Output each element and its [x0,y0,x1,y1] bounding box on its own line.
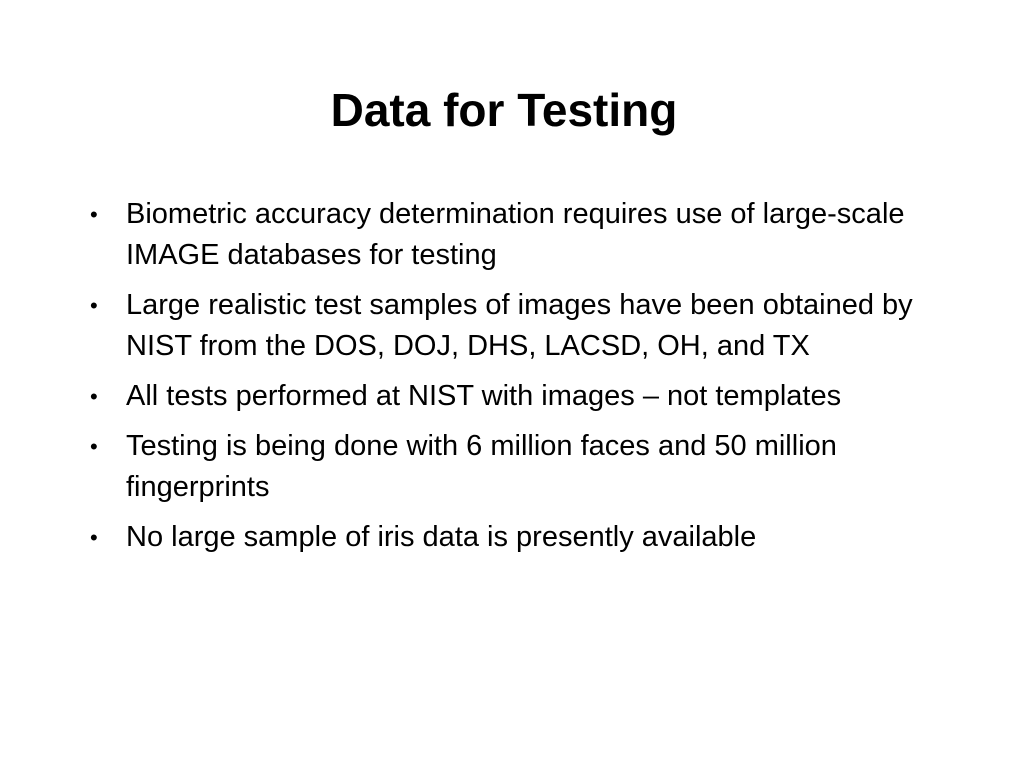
slide-title: Data for Testing [330,84,678,136]
bullet-list [86,194,946,567]
bullet-item [86,376,946,417]
bullet-dot-icon: • [90,434,98,459]
bullet-dot-icon: • [90,293,98,318]
bullet-text: Large realistic test samples of images have been obtained by NIST from the DOS, DOJ, DHS, LACSD, OH, and TX [126,289,913,362]
bullet-text: No large sample of iris data is presently available [126,521,757,553]
bullet-text: Biometric accuracy determination requires use of large-scale IMAGE databases for testing [126,198,905,271]
bullet-item [86,194,946,276]
bullet-item [86,285,946,367]
bullet-item [86,426,946,508]
bullet-item [86,517,946,558]
bullet-dot-icon: • [90,384,98,409]
bullet-dot-icon: • [90,202,98,227]
bullet-text: Testing is being done with 6 million faces and 50 million fingerprints [126,430,837,503]
bullet-dot-icon: • [90,525,98,550]
bullet-text: All tests performed at NIST with images – not templates [126,380,842,412]
